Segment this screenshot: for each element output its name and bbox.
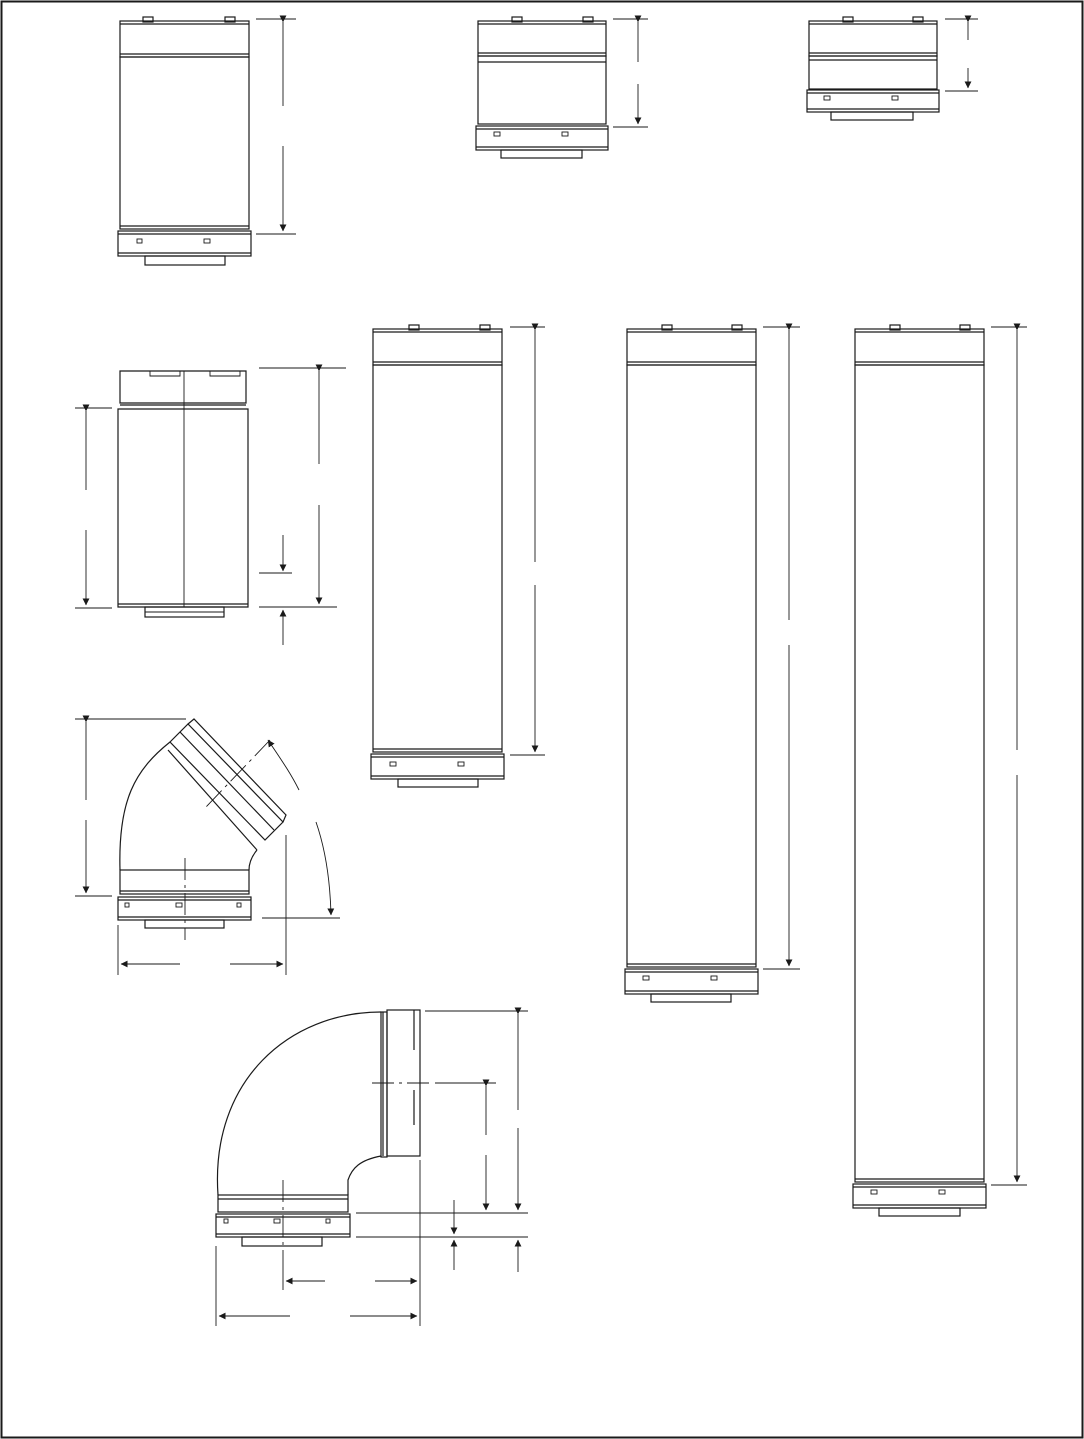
pipe-section-extra-short	[807, 17, 978, 120]
page-border	[2, 2, 1083, 1438]
pipe-section-max-long	[853, 325, 1027, 1216]
pipe-section-medium	[118, 17, 296, 265]
pipe-section-long	[371, 325, 545, 787]
pipe-section-extra-long	[625, 325, 800, 1002]
elbow-90-degree	[216, 1010, 528, 1326]
adjustable-pipe-section	[75, 368, 346, 645]
elbow-45-degree	[75, 719, 340, 975]
pipe-section-short	[476, 17, 648, 158]
